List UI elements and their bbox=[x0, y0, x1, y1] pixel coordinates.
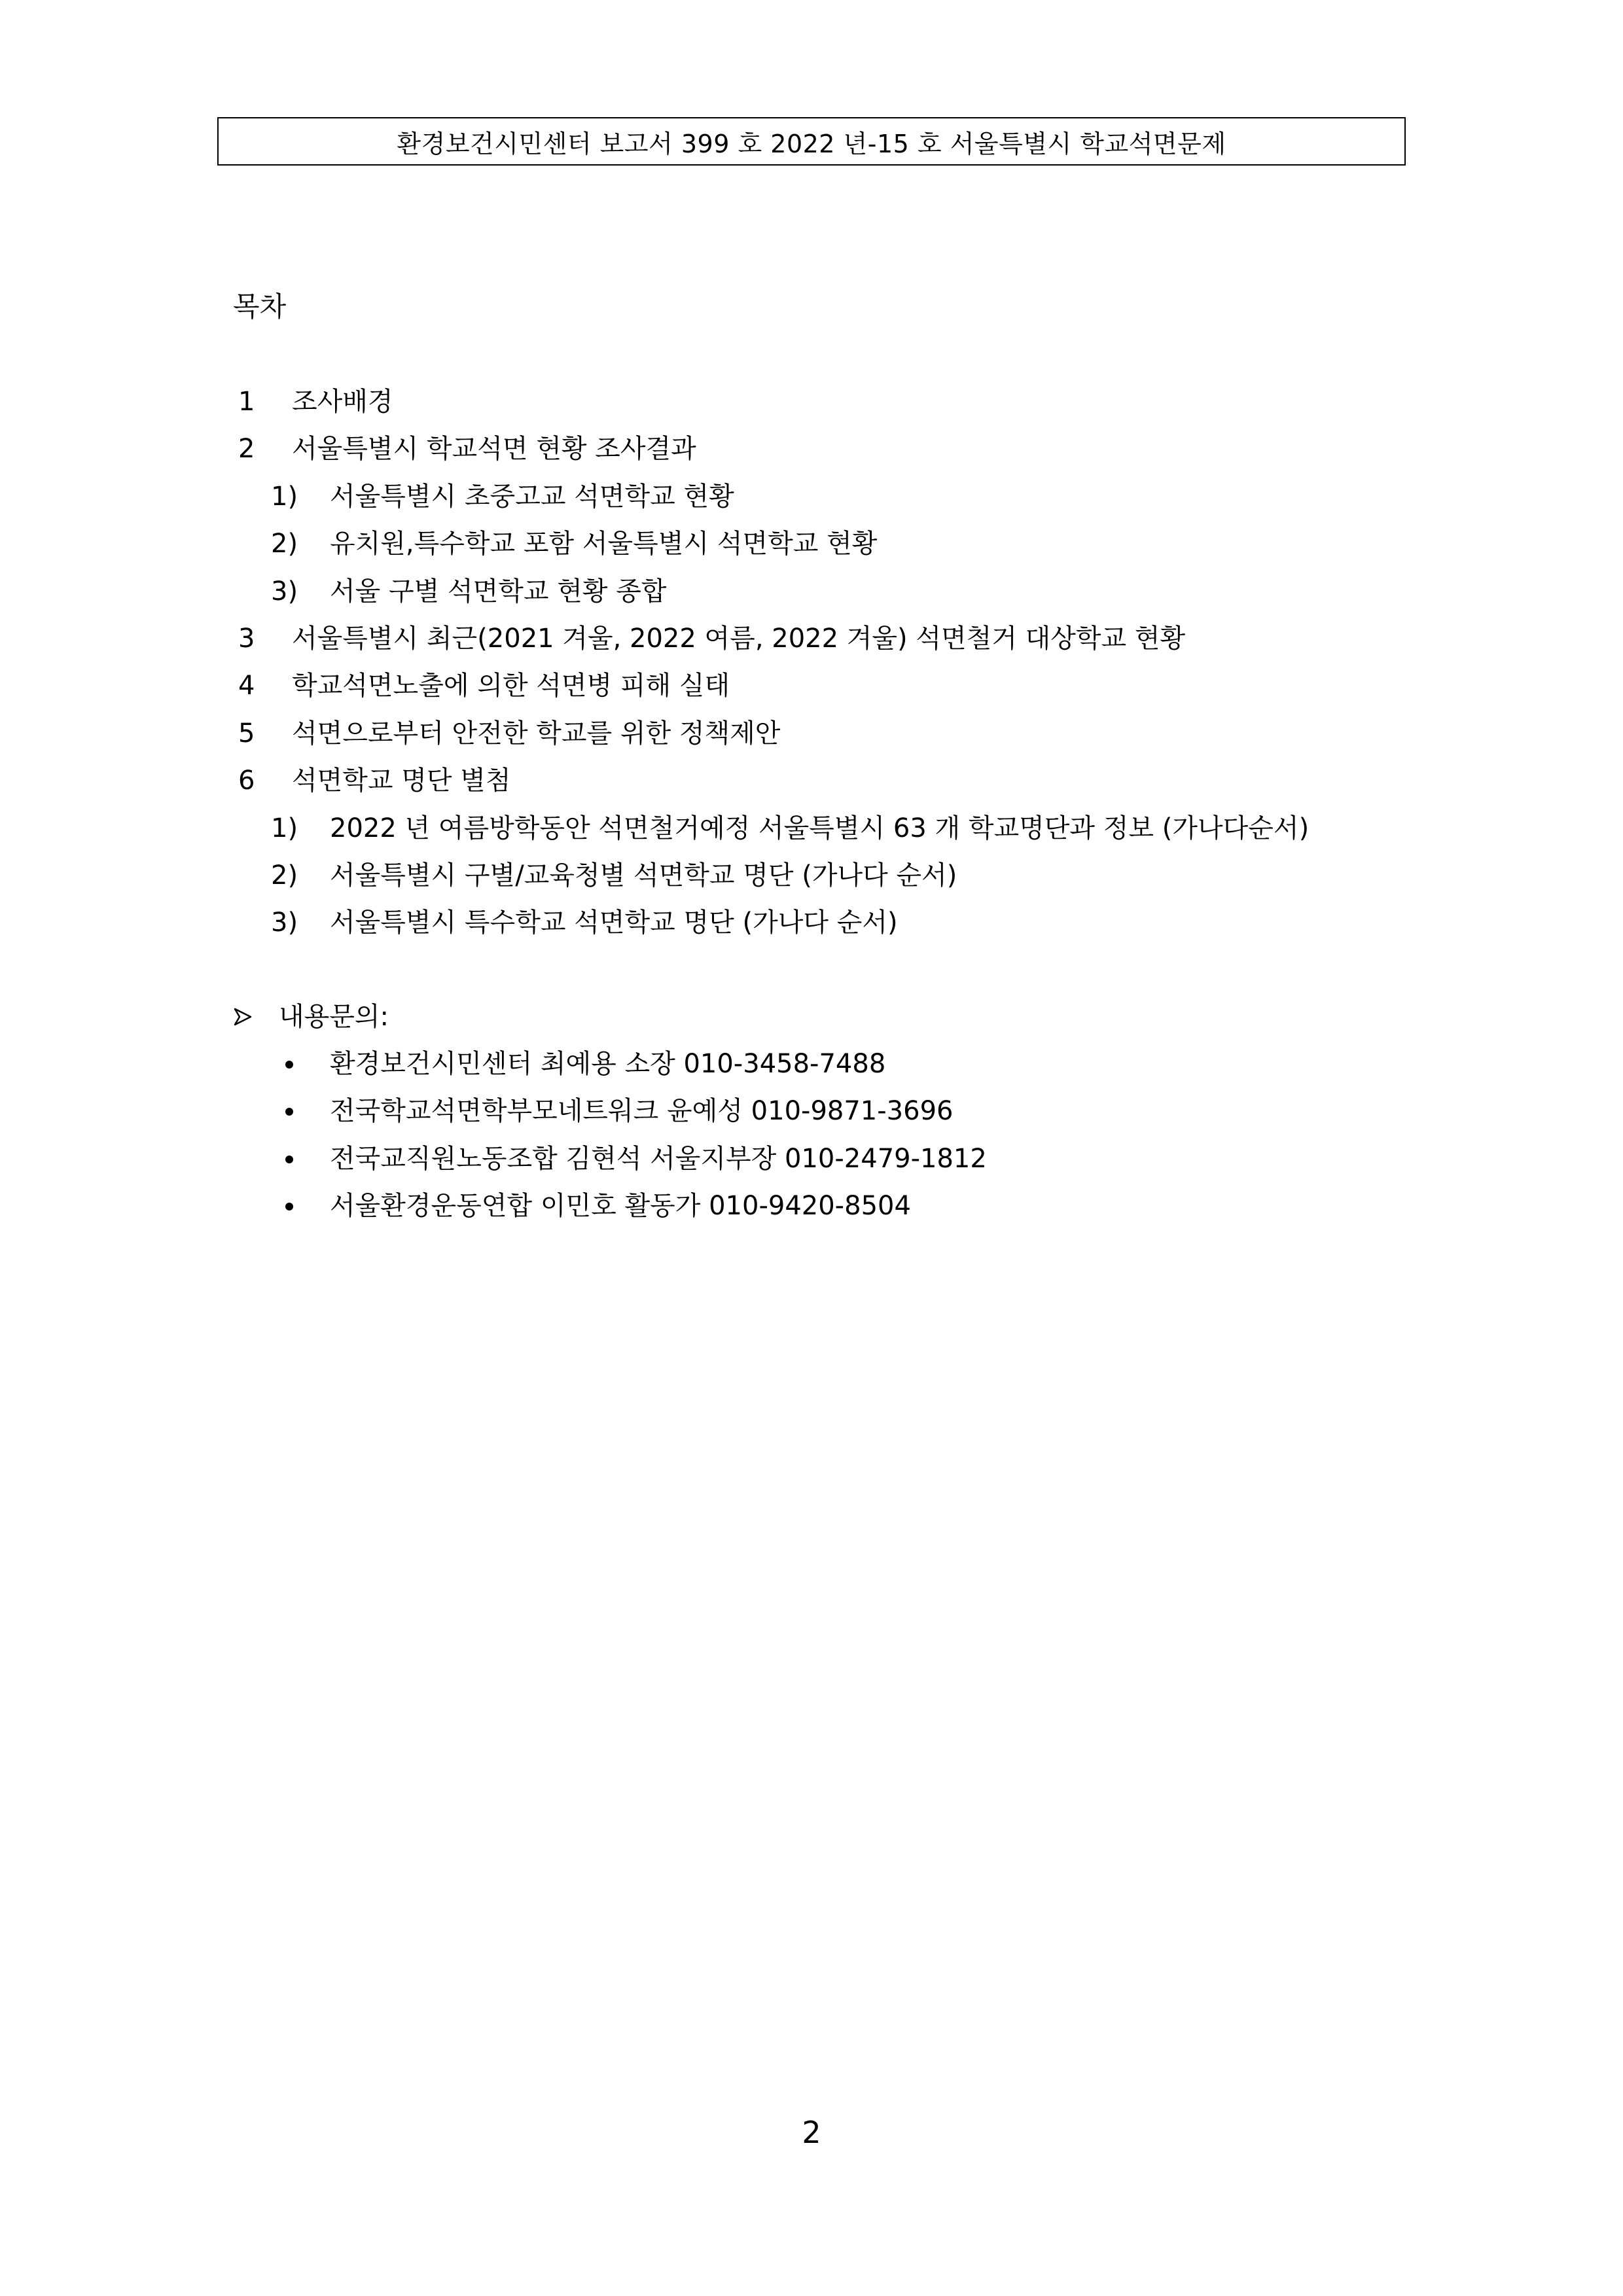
contact-list bbox=[0, 1040, 1623, 1230]
toc-item-text: 서울 구별 석면학교 현황 종합 bbox=[330, 576, 667, 607]
toc-item-text: 조사배경 bbox=[292, 387, 393, 417]
toc-item-text: 유치원,특수학교 포함 서울특별시 석면학교 현황 bbox=[330, 529, 878, 559]
contact-item bbox=[0, 1182, 1623, 1229]
toc-item bbox=[0, 710, 1623, 757]
toc-item bbox=[0, 662, 1623, 709]
toc-item-number: 3 bbox=[238, 623, 255, 654]
toc-item-text: 석면학교 명단 별첨 bbox=[292, 766, 511, 796]
contact-text: 환경보건시민센터 최예용 소장 010-3458-7488 bbox=[330, 1049, 886, 1079]
toc-item-text: 석면으로부터 안전한 학교를 위한 정책제안 bbox=[292, 718, 781, 749]
contact-item bbox=[0, 1087, 1623, 1135]
toc-item-number: 3) bbox=[271, 576, 298, 607]
contact-label: 내용문의: bbox=[279, 1002, 389, 1032]
toc-item-text: 서울특별시 최근(2021 겨울, 2022 여름, 2022 겨울) 석면철거 대상학교 현황 bbox=[292, 623, 1186, 654]
toc-subitem bbox=[0, 520, 1623, 567]
toc-subitem bbox=[0, 805, 1623, 852]
page-number: 2 bbox=[802, 2115, 821, 2150]
toc-item bbox=[0, 378, 1623, 425]
toc-item-number: 5 bbox=[238, 718, 255, 749]
bullet-dot-icon bbox=[285, 1061, 293, 1069]
toc-item-number: 3) bbox=[271, 908, 298, 938]
toc-subitem bbox=[0, 568, 1623, 615]
toc-title: 목차 bbox=[233, 291, 287, 323]
bullet-dot-icon bbox=[285, 1108, 293, 1116]
toc-item-number: 6 bbox=[238, 766, 255, 796]
toc-item bbox=[0, 757, 1623, 804]
toc-item-text: 서울특별시 특수학교 석면학교 명단 (가나다 순서) bbox=[330, 908, 898, 938]
arrowhead-bullet-icon bbox=[233, 993, 259, 1040]
bullet-dot-icon bbox=[285, 1203, 293, 1210]
report-header bbox=[217, 117, 1406, 166]
toc-item-number: 4 bbox=[238, 671, 255, 701]
toc-item bbox=[0, 425, 1623, 472]
toc-item-number: 1) bbox=[271, 481, 298, 512]
contact-item bbox=[0, 1040, 1623, 1087]
toc-item-number: 2) bbox=[271, 529, 298, 559]
contact-item bbox=[0, 1135, 1623, 1182]
toc-item-number: 1 bbox=[238, 387, 255, 417]
report-header-text: 환경보건시민센터 보고서 399 호 2022 년-15 호 서울특별시 학교석면문제 bbox=[397, 129, 1226, 158]
toc-item-text: 2022 년 여름방학동안 석면철거예정 서울특별시 63 개 학교명단과 정보 (가나다순서) bbox=[330, 813, 1310, 843]
toc-subitem bbox=[0, 473, 1623, 520]
toc-item-number: 1) bbox=[271, 813, 298, 843]
toc-item-text: 서울특별시 초중고교 석면학교 현황 bbox=[330, 481, 734, 512]
contact-text: 서울환경운동연합 이민호 활동가 010-9420-8504 bbox=[330, 1191, 911, 1222]
contact-text: 전국학교석면학부모네트워크 윤예성 010-9871-3696 bbox=[330, 1096, 954, 1127]
toc-item bbox=[0, 615, 1623, 662]
toc-item-text: 학교석면노출에 의한 석면병 피해 실태 bbox=[292, 671, 730, 701]
toc-subitem bbox=[0, 852, 1623, 899]
toc-item-number: 2) bbox=[271, 860, 298, 891]
toc-item-text: 서울특별시 학교석면 현황 조사결과 bbox=[292, 434, 696, 465]
toc-subitem bbox=[0, 899, 1623, 946]
bullet-dot-icon bbox=[285, 1156, 293, 1163]
toc-item-text: 서울특별시 구별/교육청별 석면학교 명단 (가나다 순서) bbox=[330, 860, 957, 891]
table-of-contents bbox=[0, 378, 1623, 947]
contact-text: 전국교직원노동조합 김현석 서울지부장 010-2479-1812 bbox=[330, 1143, 987, 1174]
toc-item-number: 2 bbox=[238, 434, 255, 465]
